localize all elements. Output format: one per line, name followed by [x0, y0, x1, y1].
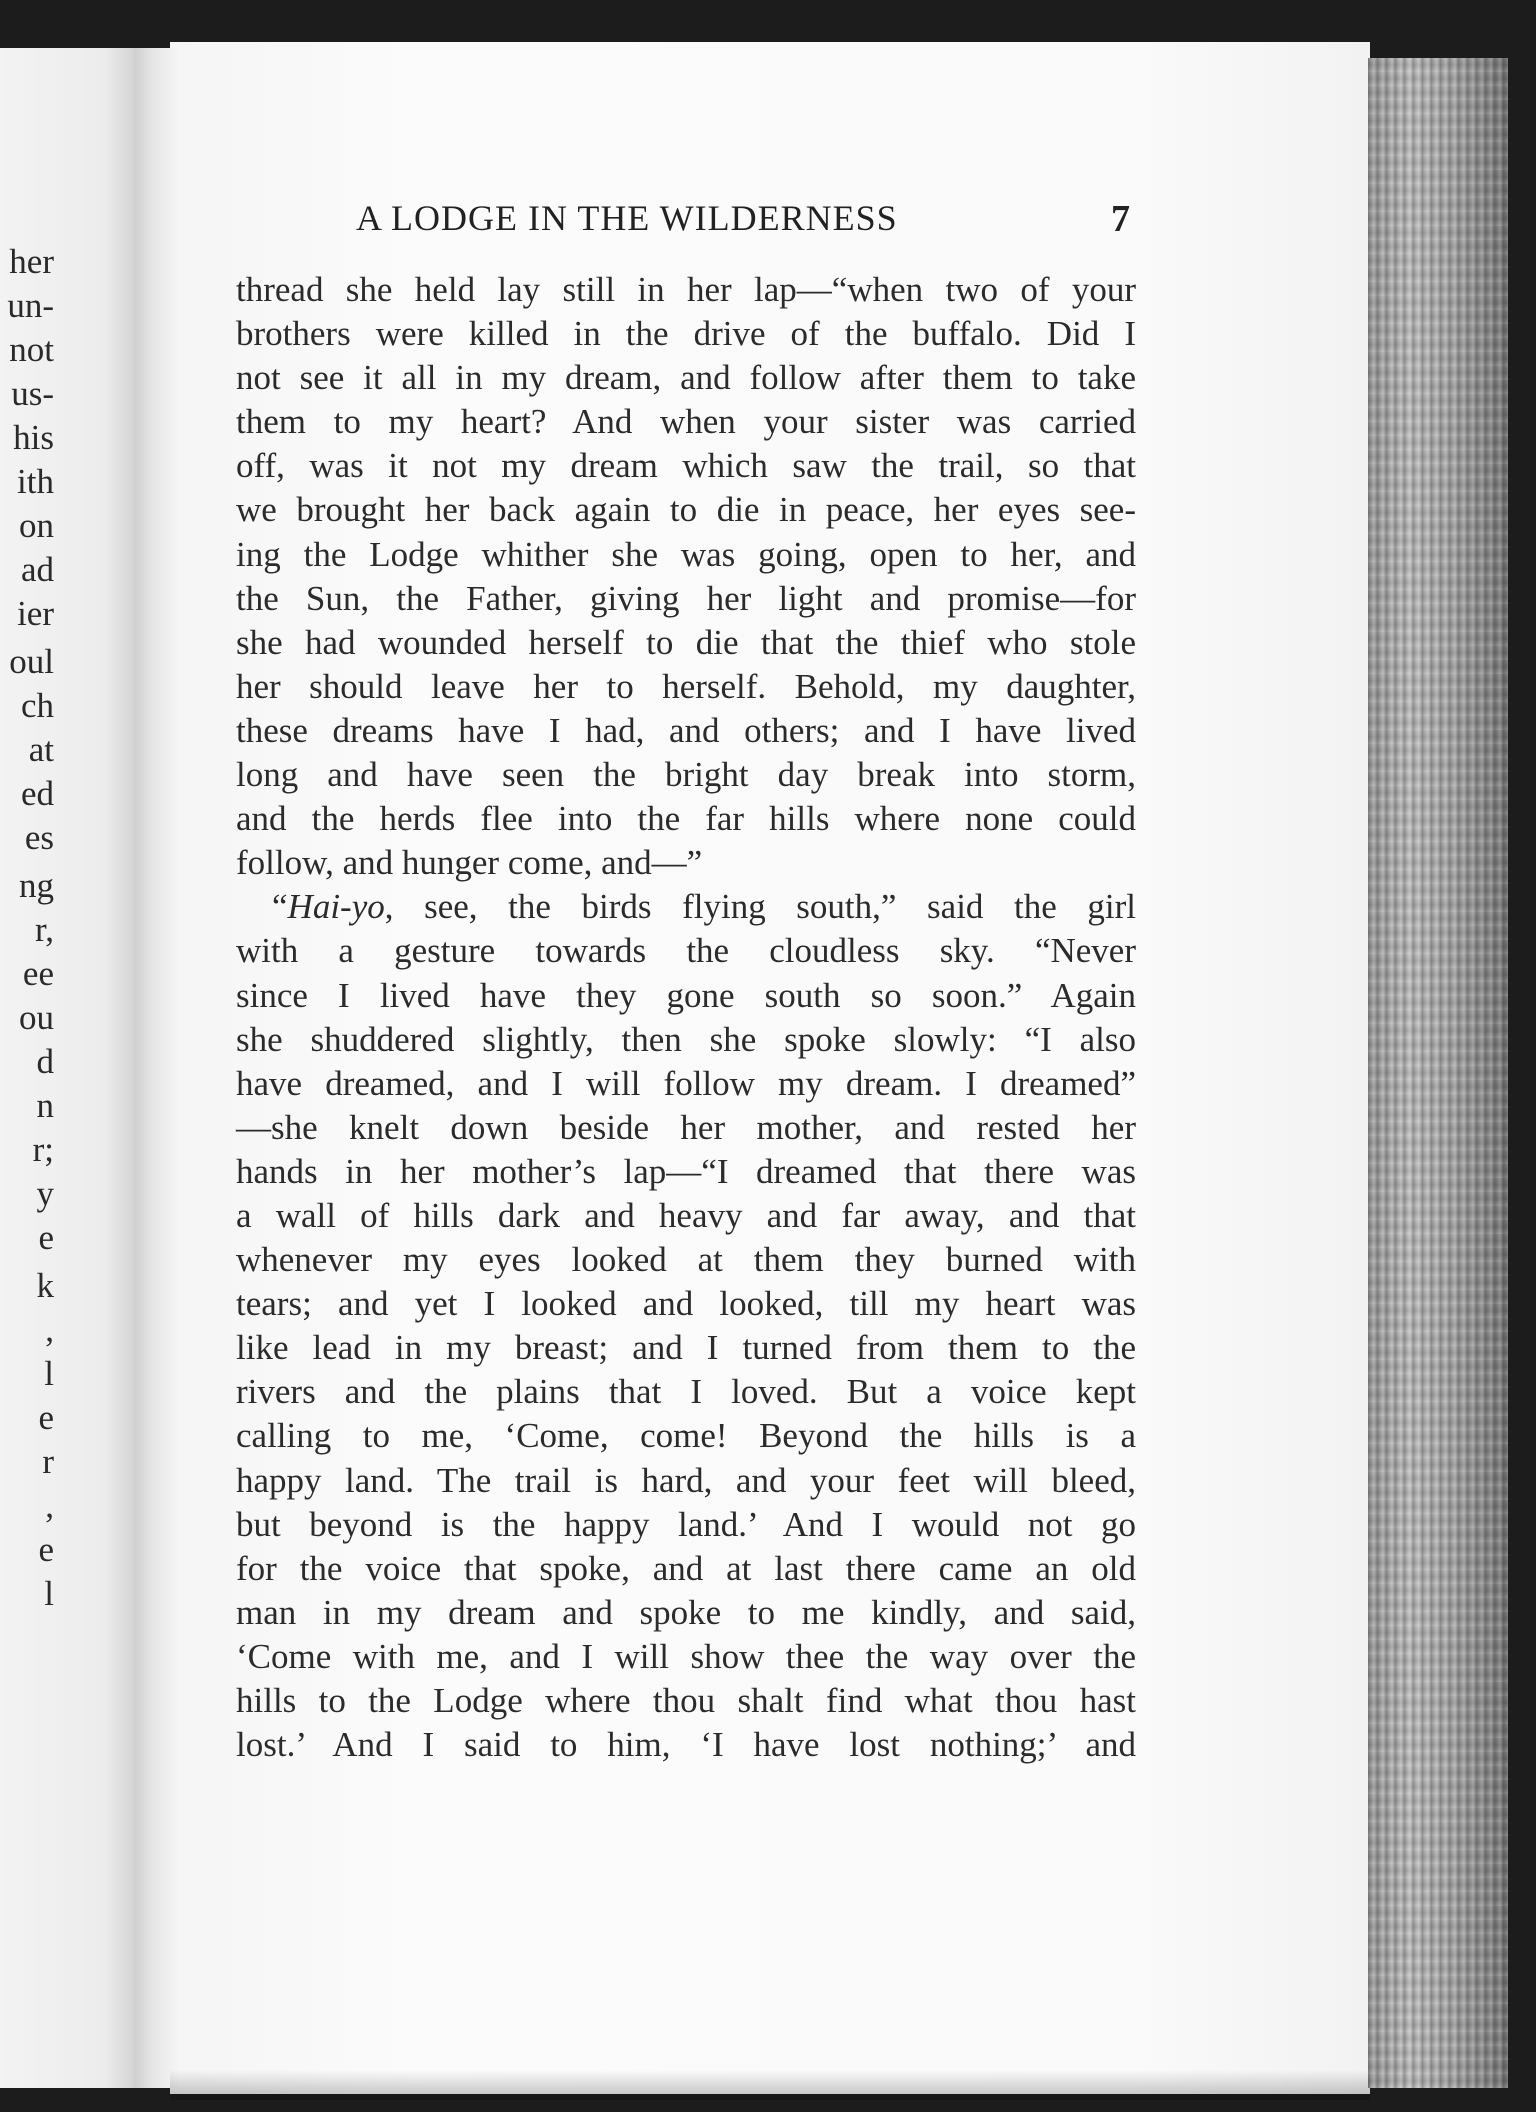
book-fore-edge — [1368, 58, 1508, 2088]
text-line: she had wounded herself to die that the thief who stole — [236, 622, 1136, 662]
text-line: them to my heart? And when your sister was carried — [236, 402, 1136, 442]
left-page-fragment: his — [13, 418, 54, 457]
text-line: and the herds flee into the far hills where none could — [236, 799, 1136, 839]
text-line: ing the Lodge whither she was going, open to her, and — [236, 534, 1136, 574]
text-line: these dreams have I had, and others; and I have lived — [236, 710, 1136, 750]
left-page-fragment: y — [36, 1174, 54, 1213]
text-line: thread she held lay still in her lap—“when two of your — [236, 270, 1136, 309]
left-page-fragment: ad — [20, 550, 54, 589]
left-facing-page — [0, 48, 150, 2088]
left-page-fragment: ith — [17, 462, 54, 501]
text-line: hands in her mother’s lap—“I dreamed that there was — [236, 1151, 1136, 1191]
text-line: “Hai-yo, see, the birds flying south,” said the girl — [272, 887, 1136, 927]
text-line: ‘Come with me, and I will show thee the way over the — [236, 1636, 1136, 1676]
text-line: a wall of hills dark and heavy and far away, and that — [236, 1195, 1136, 1235]
left-page-fragment: us- — [11, 374, 54, 413]
text-line: since I lived have they gone south so soon.” Again — [236, 975, 1136, 1015]
text-line: happy land. The trail is hard, and your feet will bleed, — [236, 1460, 1136, 1500]
left-page-fragment: ed — [20, 774, 54, 813]
text-line: she shuddered slightly, then she spoke slowly: “I also — [236, 1019, 1136, 1059]
left-page-fragment: r, — [34, 910, 54, 949]
body-text — [236, 268, 1136, 1767]
left-page-fragment: her — [9, 242, 54, 281]
running-header: A LODGE IN THE WILDERNESS — [356, 198, 898, 238]
left-page-fragment: d — [36, 1042, 54, 1081]
text-line: not see it all in my dream, and follow after them to take — [236, 358, 1136, 398]
left-page-fragment: e — [38, 1530, 54, 1569]
left-page-fragment: k — [36, 1266, 54, 1305]
text-line: with a gesture towards the cloudless sky. “Never — [236, 931, 1136, 971]
text-line: rivers and the plains that I loved. But a voice kept — [236, 1372, 1136, 1412]
left-page-fragment: l — [44, 1354, 54, 1393]
text-line: off, was it not my dream which saw the trail, so that — [236, 446, 1136, 486]
text-line: lost.’ And I said to him, ‘I have lost nothing;’ and — [236, 1725, 1136, 1765]
left-page-fragment: ch — [20, 686, 54, 725]
text-line: follow, and hunger come, and—” — [236, 843, 703, 883]
page-bottom-shadow — [170, 2070, 1370, 2100]
text-line: have dreamed, and I will follow my dream. I dreamed” — [236, 1063, 1136, 1103]
left-page-fragment: , — [45, 1310, 54, 1349]
left-page-fragment: ou — [19, 998, 54, 1037]
left-page-fragment: l — [44, 1574, 54, 1613]
text-line: man in my dream and spoke to me kindly, and said, — [236, 1592, 1136, 1632]
text-line: calling to me, ‘Come, come! Beyond the hills is a — [236, 1416, 1136, 1456]
left-page-fragment: r; — [32, 1130, 54, 1169]
text-line: tears; and yet I looked and looked, till my heart was — [236, 1284, 1136, 1324]
text-line: brothers were killed in the drive of the buffalo. Did I — [236, 314, 1136, 354]
left-page-fragment: r — [42, 1442, 54, 1481]
text-line: whenever my eyes looked at them they burned with — [236, 1240, 1136, 1280]
left-page-fragment: not — [9, 330, 54, 369]
italic-word: Hai-yo — [287, 887, 385, 927]
left-page-text-fragments — [7, 242, 54, 1614]
left-page-fragment: ee — [22, 954, 54, 993]
text-line: long and have seen the bright day break into storm, — [236, 755, 1136, 795]
left-page-fragment: ng — [19, 866, 54, 905]
text-line: the Sun, the Father, giving her light and promise—for — [236, 578, 1136, 618]
left-page-fragment: un- — [7, 286, 54, 325]
left-page-fragment: e — [38, 1218, 54, 1257]
text-line: —she knelt down beside her mother, and rested her — [236, 1107, 1136, 1147]
left-page-fragment: n — [36, 1086, 54, 1125]
left-page-fragment: oul — [9, 642, 54, 681]
text-line: but beyond is the happy land.’ And I would not go — [236, 1504, 1136, 1544]
page-number: 7 — [1111, 198, 1130, 240]
text-line: like lead in my breast; and I turned from them to the — [236, 1328, 1136, 1368]
text-line: hills to the Lodge where thou shalt find what thou hast — [236, 1681, 1136, 1720]
left-page-fragment: , — [45, 1486, 54, 1525]
left-page-fragment: at — [28, 730, 54, 769]
text-line: for the voice that spoke, and at last there came an old — [236, 1548, 1136, 1588]
left-page-fragment: on — [19, 506, 54, 545]
text-line: we brought her back again to die in peace, her eyes see- — [236, 490, 1136, 530]
text-line: her should leave her to herself. Behold, my daughter, — [236, 666, 1136, 706]
page-gutter — [134, 48, 180, 2088]
left-page-fragment: ier — [17, 594, 54, 633]
left-page-fragment: e — [38, 1398, 54, 1437]
left-page-fragment: es — [24, 818, 54, 857]
